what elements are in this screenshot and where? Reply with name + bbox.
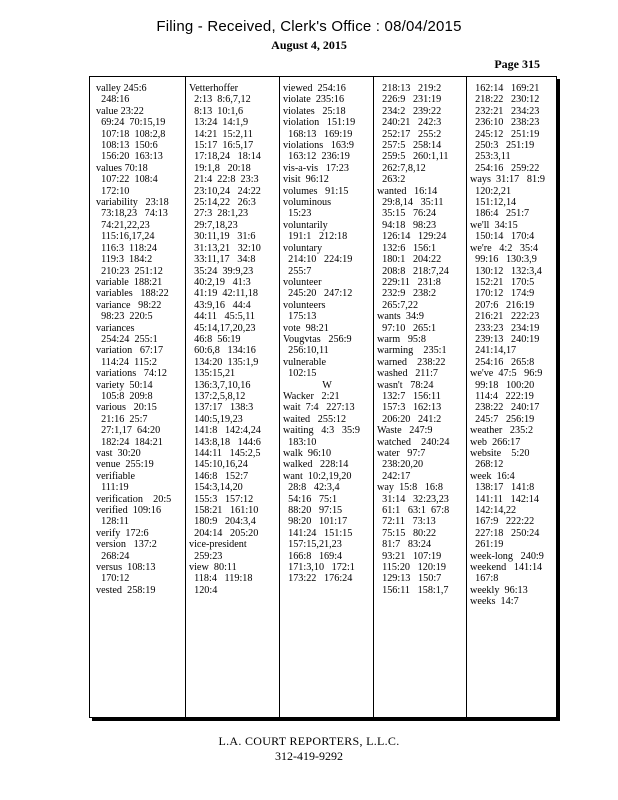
index-entry-line: 132:7 156:11 [377, 390, 441, 402]
index-entry-line: 191:1 212:18 [283, 231, 348, 243]
index-entry-line: valley 245:6 [96, 83, 147, 94]
index-entry-line: 107:18 108:2,8 [96, 128, 166, 140]
index-entry-line: volumes 91:15 [283, 185, 349, 197]
index-entry-line: variability 23:18 [96, 197, 169, 209]
index-entry-line: 129:13 150:7 [377, 573, 442, 585]
index-entry-line: 72:11 73:13 [377, 516, 436, 528]
index-entry-line: violates 25:18 [283, 105, 346, 117]
index-entry-line: verify 172:6 [96, 527, 149, 539]
index-entry-line: 156:11 158:1,7 [377, 584, 449, 596]
index-column-5 [470, 83, 554, 713]
index-entry-line: 261:19 [470, 539, 504, 551]
index-entry-line: violate 235:16 [283, 94, 345, 106]
index-entry-line: 239:13 240:19 [470, 333, 540, 345]
index-entry-line: 152:21 170:5 [470, 276, 535, 288]
index-entry-line: 102:15 [283, 368, 317, 380]
index-entry-line: 17:18,24 18:14 [189, 151, 261, 163]
index-entry-line: 31:13,21 32:10 [189, 242, 261, 254]
index-entry-line: 8:13 10:1,6 [189, 105, 244, 117]
index-entry-line: variances [96, 322, 135, 334]
index-entry-line: 116:3 118:24 [96, 242, 157, 254]
hearing-date: August 4, 2015 [271, 38, 347, 52]
index-entry-line: 98:20 101:17 [283, 516, 348, 528]
index-entry-line: 137:2,5,8,12 [189, 390, 246, 402]
index-entry-line: weather 235:2 [470, 425, 534, 437]
index-entry-line: 248:16 [96, 94, 130, 106]
index-entry-line: 98:23 220:5 [96, 311, 153, 323]
index-entry-line: vested 258:19 [96, 584, 156, 596]
index-entry-line: 170:12 174:9 [470, 288, 535, 300]
index-entry-line: violation 151:19 [283, 117, 356, 129]
index-entry-line: viewed 254:16 [283, 83, 346, 94]
index-entry-line: 175:13 [283, 311, 317, 323]
index-entry-line: 268:12 [470, 459, 504, 471]
index-entry-line: 45:14,17,20,23 [189, 322, 256, 334]
index-entry-line: 167:8 [470, 573, 499, 585]
index-entry-line: 245:12 251:19 [470, 128, 540, 140]
index-entry-line: 208:8 218:7,24 [377, 265, 449, 277]
index-entry-line: we've 47:5 96:9 [470, 368, 543, 380]
index-entry-line: 108:13 150:6 [96, 140, 158, 152]
index-entry-line: 120:4 [189, 584, 218, 596]
index-entry-line: water 97:7 [377, 448, 426, 459]
index-entry-line: 162:14 169:21 [470, 83, 540, 94]
index-entry-line: 206:20 241:2 [377, 413, 442, 425]
index-entry-line: 128:11 [96, 516, 130, 528]
index-entry-line: 25:14,22 26:3 [189, 197, 256, 209]
index-entry-line: 210:23 251:12 [96, 265, 163, 277]
index-entry-line: 114:24 115:2 [96, 356, 157, 368]
index-entry-line: 137:17 138:3 [189, 402, 254, 414]
index-entry-line: variable 188:21 [96, 276, 163, 288]
index-entry-line: 262:7,8,12 [377, 162, 426, 174]
index-entry-line: 35:15 76:24 [377, 208, 437, 220]
index-entry-line: 242:17 [377, 470, 411, 482]
index-entry-line: Wacker 2:21 [283, 390, 340, 402]
index-entry-line: version 137:2 [96, 539, 157, 551]
index-entry-line: 268:24 [96, 550, 130, 562]
index-entry-line: walked 228:14 [283, 459, 349, 471]
index-entry-line: warm 95:8 [377, 333, 426, 345]
index-entry-line: 218:13 219:2 [377, 83, 442, 94]
index-entry-line: 256:10,11 [283, 345, 329, 357]
index-entry-line: Waste 247:9 [377, 425, 433, 437]
index-entry-line: 120:2,21 [470, 185, 512, 197]
index-entry-line: 126:14 129:24 [377, 231, 447, 243]
index-entry-line: 115:16,17,24 [96, 231, 155, 243]
index-entry-line: 119:3 184:2 [96, 254, 153, 266]
index-entry-line: 28:8 42:3,4 [283, 482, 340, 494]
index-entry-line: 74:21,22,23 [96, 219, 150, 231]
index-entry-line: 115:20 120:19 [377, 562, 446, 574]
index-entry-line: 150:14 170:4 [470, 231, 535, 243]
index-entry-line: 140:5,19,23 [189, 413, 243, 425]
index-entry-line: 15:23 [283, 208, 312, 220]
index-entry-line: verified 109:16 [96, 505, 162, 517]
index-entry-line: 265:7,22 [377, 299, 419, 311]
index-entry-line: 257:5 258:14 [377, 140, 442, 152]
index-entry-line: variations 74:12 [96, 368, 168, 380]
index-entry-line: volunteer [283, 276, 322, 288]
index-entry-line: 255:7 [283, 265, 312, 277]
index-entry-line: voluntarily [283, 219, 328, 231]
index-entry-line: 156:20 163:13 [96, 151, 163, 163]
index-entry-line: 214:10 224:19 [283, 254, 353, 266]
index-entry-line: 154:3,14,20 [189, 482, 243, 494]
index-entry-line: 31:14 32:23,23 [377, 493, 449, 505]
index-entry-line: wants 34:9 [377, 311, 424, 323]
index-entry-line: 157:15,21,23 [283, 539, 342, 551]
index-entry-line: view 80:11 [189, 562, 237, 574]
column-divider [373, 77, 374, 717]
index-entry-line: 240:21 242:3 [377, 117, 442, 129]
index-entry-line: 166:8 169:4 [283, 550, 343, 562]
index-entry-line: 13:24 14:1,9 [189, 117, 249, 129]
index-entry-line: 141:24 151:15 [283, 527, 353, 539]
index-entry-line: 141:11 142:14 [470, 493, 539, 505]
index-entry-line: 226:9 231:19 [377, 94, 442, 106]
index-entry-line: watched 240:24 [377, 436, 450, 448]
index-entry-line: wasn't 78:24 [377, 379, 434, 391]
index-entry-line: 136:3,7,10,16 [189, 379, 251, 391]
index-entry-line: week-long 240:9 [470, 550, 544, 562]
index-entry-line: 170:12 [96, 573, 130, 585]
index-entry-line: 134:20 135:1,9 [189, 356, 259, 368]
index-entry-line: vote 98:21 [283, 322, 329, 334]
index-entry-line: 14:21 15:2,11 [189, 128, 253, 140]
index-entry-line: variety 50:14 [96, 379, 153, 391]
index-entry-line: vulnerable [283, 356, 326, 368]
index-entry-line: 15:17 16:5,17 [189, 140, 254, 152]
index-entry-line: variation 67:17 [96, 345, 164, 357]
reporter-phone: 312-419-9292 [275, 749, 343, 763]
index-entry-line: 146:8 152:7 [189, 470, 249, 482]
index-entry-line: 173:22 176:24 [283, 573, 353, 585]
index-entry-line: voluminous [283, 197, 332, 209]
index-entry-line: 21:16 25:7 [96, 413, 148, 425]
index-entry-line: 227:18 250:24 [470, 527, 540, 539]
index-entry-line: weekly 96:13 [470, 584, 528, 596]
index-entry-line: 41:19 42:11,18 [189, 288, 258, 300]
index-entry-line: 27:3 28:1,23 [189, 208, 249, 220]
index-entry-line: 111:19 [96, 482, 129, 494]
index-entry-line: 21:4 22:8 23:3 [189, 174, 259, 186]
index-entry-line: 75:15 80:22 [377, 527, 437, 539]
index-entry-line: 180:9 204:3,4 [189, 516, 256, 528]
index-entry-line: 2:13 8:6,7,12 [189, 94, 251, 106]
index-entry-line: Vougvtas 256:9 [283, 333, 352, 345]
index-entry-line: 130:12 132:3,4 [470, 265, 542, 277]
index-entry-line: value 23:22 [96, 105, 144, 117]
index-entry-line: variance 98:22 [96, 299, 162, 311]
index-entry-line: 44:11 45:5,11 [189, 311, 256, 323]
index-entry-line: 254:16 265:8 [470, 356, 535, 368]
index-entry-line: 144:11 145:2,5 [189, 448, 261, 459]
index-entry-line: way 15:8 16:8 [377, 482, 443, 494]
index-column-1 [96, 83, 182, 713]
index-entry-line: vast 30:20 [96, 448, 141, 459]
index-entry-line: website 5:20 [470, 448, 530, 459]
section-letter: W [322, 379, 332, 391]
index-entry-line: washed 211:7 [377, 368, 439, 380]
index-entry-line: 234:2 239:22 [377, 105, 442, 117]
index-entry-line: 238:20,20 [377, 459, 424, 471]
page-number: Page 315 [494, 57, 540, 71]
index-entry-line: ways 31:17 81:9 [470, 174, 545, 186]
index-entry-line: 253:3,11 [470, 151, 511, 163]
index-entry-line: 254:16 259:22 [470, 162, 540, 174]
index-column-2 [189, 83, 277, 713]
index-entry-line: 167:9 222:22 [470, 516, 535, 528]
column-divider [279, 77, 280, 717]
index-entry-line: 245:20 247:12 [283, 288, 353, 300]
index-entry-line: 27:1,17 64:20 [96, 425, 161, 437]
column-divider [185, 77, 186, 717]
reporter-company: L.A. COURT REPORTERS, L.L.C. [218, 734, 400, 748]
index-entry-line: 186:4 251:7 [470, 208, 530, 220]
index-entry-line: 157:3 162:13 [377, 402, 442, 414]
index-entry-line: variables 188:22 [96, 288, 169, 300]
index-entry-line: 245:7 256:19 [470, 413, 535, 425]
index-entry-line: wanted 16:14 [377, 185, 438, 197]
index-entry-line: 232:21 234:23 [470, 105, 540, 117]
index-entry-line: 254:24 255:1 [96, 333, 158, 345]
index-entry-line: verification 20:5 [96, 493, 172, 505]
index-entry-line: 29:7,18,23 [189, 219, 238, 231]
index-entry-line: 263:2 [377, 174, 406, 186]
index-entry-line: 33:11,17 34:8 [189, 254, 256, 266]
index-entry-line: vis-a-vis 17:23 [283, 162, 349, 174]
index-entry-line: walk 96:10 [283, 448, 332, 459]
index-entry-line: 143:8,18 144:6 [189, 436, 261, 448]
index-entry-line: we'll 34:15 [470, 219, 518, 231]
index-entry-line: 218:22 230:12 [470, 94, 540, 106]
index-entry-line: 232:9 238:2 [377, 288, 437, 300]
index-entry-line: waited 255:12 [283, 413, 347, 425]
index-entry-line: 233:23 234:19 [470, 322, 540, 334]
index-entry-line: 158:21 161:10 [189, 505, 259, 517]
index-entry-line: waiting 4:3 35:9 [283, 425, 360, 437]
index-entry-line: 73:18,23 74:13 [96, 208, 168, 220]
index-entry-line: 216:21 222:23 [470, 311, 540, 323]
index-entry-line: 105:8 209:8 [96, 390, 153, 402]
index-entry-line: 204:14 205:20 [189, 527, 259, 539]
index-entry-line: 207:6 216:19 [470, 299, 535, 311]
index-entry-line: 94:18 98:23 [377, 219, 437, 231]
index-entry-line: 60:6,8 134:16 [189, 345, 256, 357]
index-entry-line: 151:12,14 [470, 197, 517, 209]
index-entry-line: 19:1,8 20:18 [189, 162, 251, 174]
index-entry-line: venue 255:19 [96, 459, 154, 471]
index-entry-line: 35:24 39:9,23 [189, 265, 254, 277]
index-entry-line: 182:24 184:21 [96, 436, 163, 448]
index-entry-line: 54:16 75:1 [283, 493, 338, 505]
index-entry-line: 259:5 260:1,11 [377, 151, 449, 163]
index-entry-line: 132:6 156:1 [377, 242, 437, 254]
index-entry-line: 88:20 97:15 [283, 505, 343, 517]
index-box [89, 76, 557, 718]
index-entry-line: 252:17 255:2 [377, 128, 442, 140]
index-entry-line: 93:21 107:19 [377, 550, 442, 562]
index-entry-line: 30:11,19 31:6 [189, 231, 256, 243]
index-entry-line: 183:10 [283, 436, 317, 448]
index-entry-line: 81:7 83:24 [377, 539, 432, 551]
index-entry-line: weeks 14:7 [470, 596, 519, 608]
index-entry-line: want 10:2,19,20 [283, 470, 352, 482]
index-column-4 [377, 83, 465, 713]
index-entry-line: verifiable [96, 470, 136, 482]
index-entry-line: 168:13 169:19 [283, 128, 353, 140]
index-entry-line: 236:10 238:23 [470, 117, 540, 129]
index-entry-line: 118:4 119:18 [189, 573, 253, 585]
index-entry-line: 43:9,16 44:4 [189, 299, 251, 311]
index-entry-line: 250:3 251:19 [470, 140, 535, 152]
index-entry-line: 172:10 [96, 185, 130, 197]
index-entry-line: we're 4:2 35:4 [470, 242, 539, 254]
index-entry-line: various 20:15 [96, 402, 157, 414]
index-entry-line: values 70:18 [96, 162, 148, 174]
index-entry-line: 46:8 56:19 [189, 333, 241, 345]
index-entry-line: visit 96:12 [283, 174, 329, 186]
index-entry-line: 135:15,21 [189, 368, 236, 380]
index-entry-line: 229:11 231:8 [377, 276, 441, 288]
index-entry-line: voluntary [283, 242, 323, 254]
index-entry-line: 141:8 142:4,24 [189, 425, 261, 437]
index-entry-line: 29:8,14 35:11 [377, 197, 444, 209]
index-entry-line: 61:1 63:1 67:8 [377, 505, 450, 517]
index-entry-line: Vetterhoffer [189, 83, 239, 94]
index-entry-line: 171:3,10 172:1 [283, 562, 355, 574]
index-entry-line: 69:24 70:15,19 [96, 117, 166, 129]
index-entry-line: 99:18 100:20 [470, 379, 535, 391]
index-entry-line: web 266:17 [470, 436, 521, 448]
index-entry-line: versus 108:13 [96, 562, 156, 574]
index-entry-line: 114:4 222:19 [470, 390, 534, 402]
index-entry-line: 259:23 [189, 550, 223, 562]
index-entry-line: 107:22 108:4 [96, 174, 158, 186]
index-entry-line: wait 7:4 227:13 [283, 402, 355, 414]
index-entry-line: 145:10,16,24 [189, 459, 248, 471]
index-column-3 [283, 83, 371, 713]
index-entry-line: 180:1 204:22 [377, 254, 442, 266]
index-entry-line: 99:16 130:3,9 [470, 254, 537, 266]
index-entry-line: volunteers [283, 299, 326, 311]
index-entry-line: 238:22 240:17 [470, 402, 540, 414]
index-entry-line: 241:14,17 [470, 345, 517, 357]
index-entry-line: week 16:4 [470, 470, 515, 482]
index-entry-line: 97:10 265:1 [377, 322, 437, 334]
index-entry-line: weekend 141:14 [470, 562, 543, 574]
index-entry-line: vice-president [189, 539, 247, 551]
index-entry-line: violations 163:9 [283, 140, 355, 152]
index-entry-line: warming 235:1 [377, 345, 447, 357]
column-divider [466, 77, 467, 717]
index-entry-line: 23:10,24 24:22 [189, 185, 261, 197]
index-entry-line: warned 238:22 [377, 356, 446, 368]
index-entry-line: 138:17 141:8 [470, 482, 535, 494]
index-entry-line: 163:12 236:19 [283, 151, 350, 163]
index-entry-line: 155:3 157:12 [189, 493, 254, 505]
filing-stamp: Filing - Received, Clerk's Office : 08/04/2015 [156, 18, 462, 35]
index-entry-line: 142:14,22 [470, 505, 517, 517]
index-entry-line: 40:2,19 41:3 [189, 276, 251, 288]
